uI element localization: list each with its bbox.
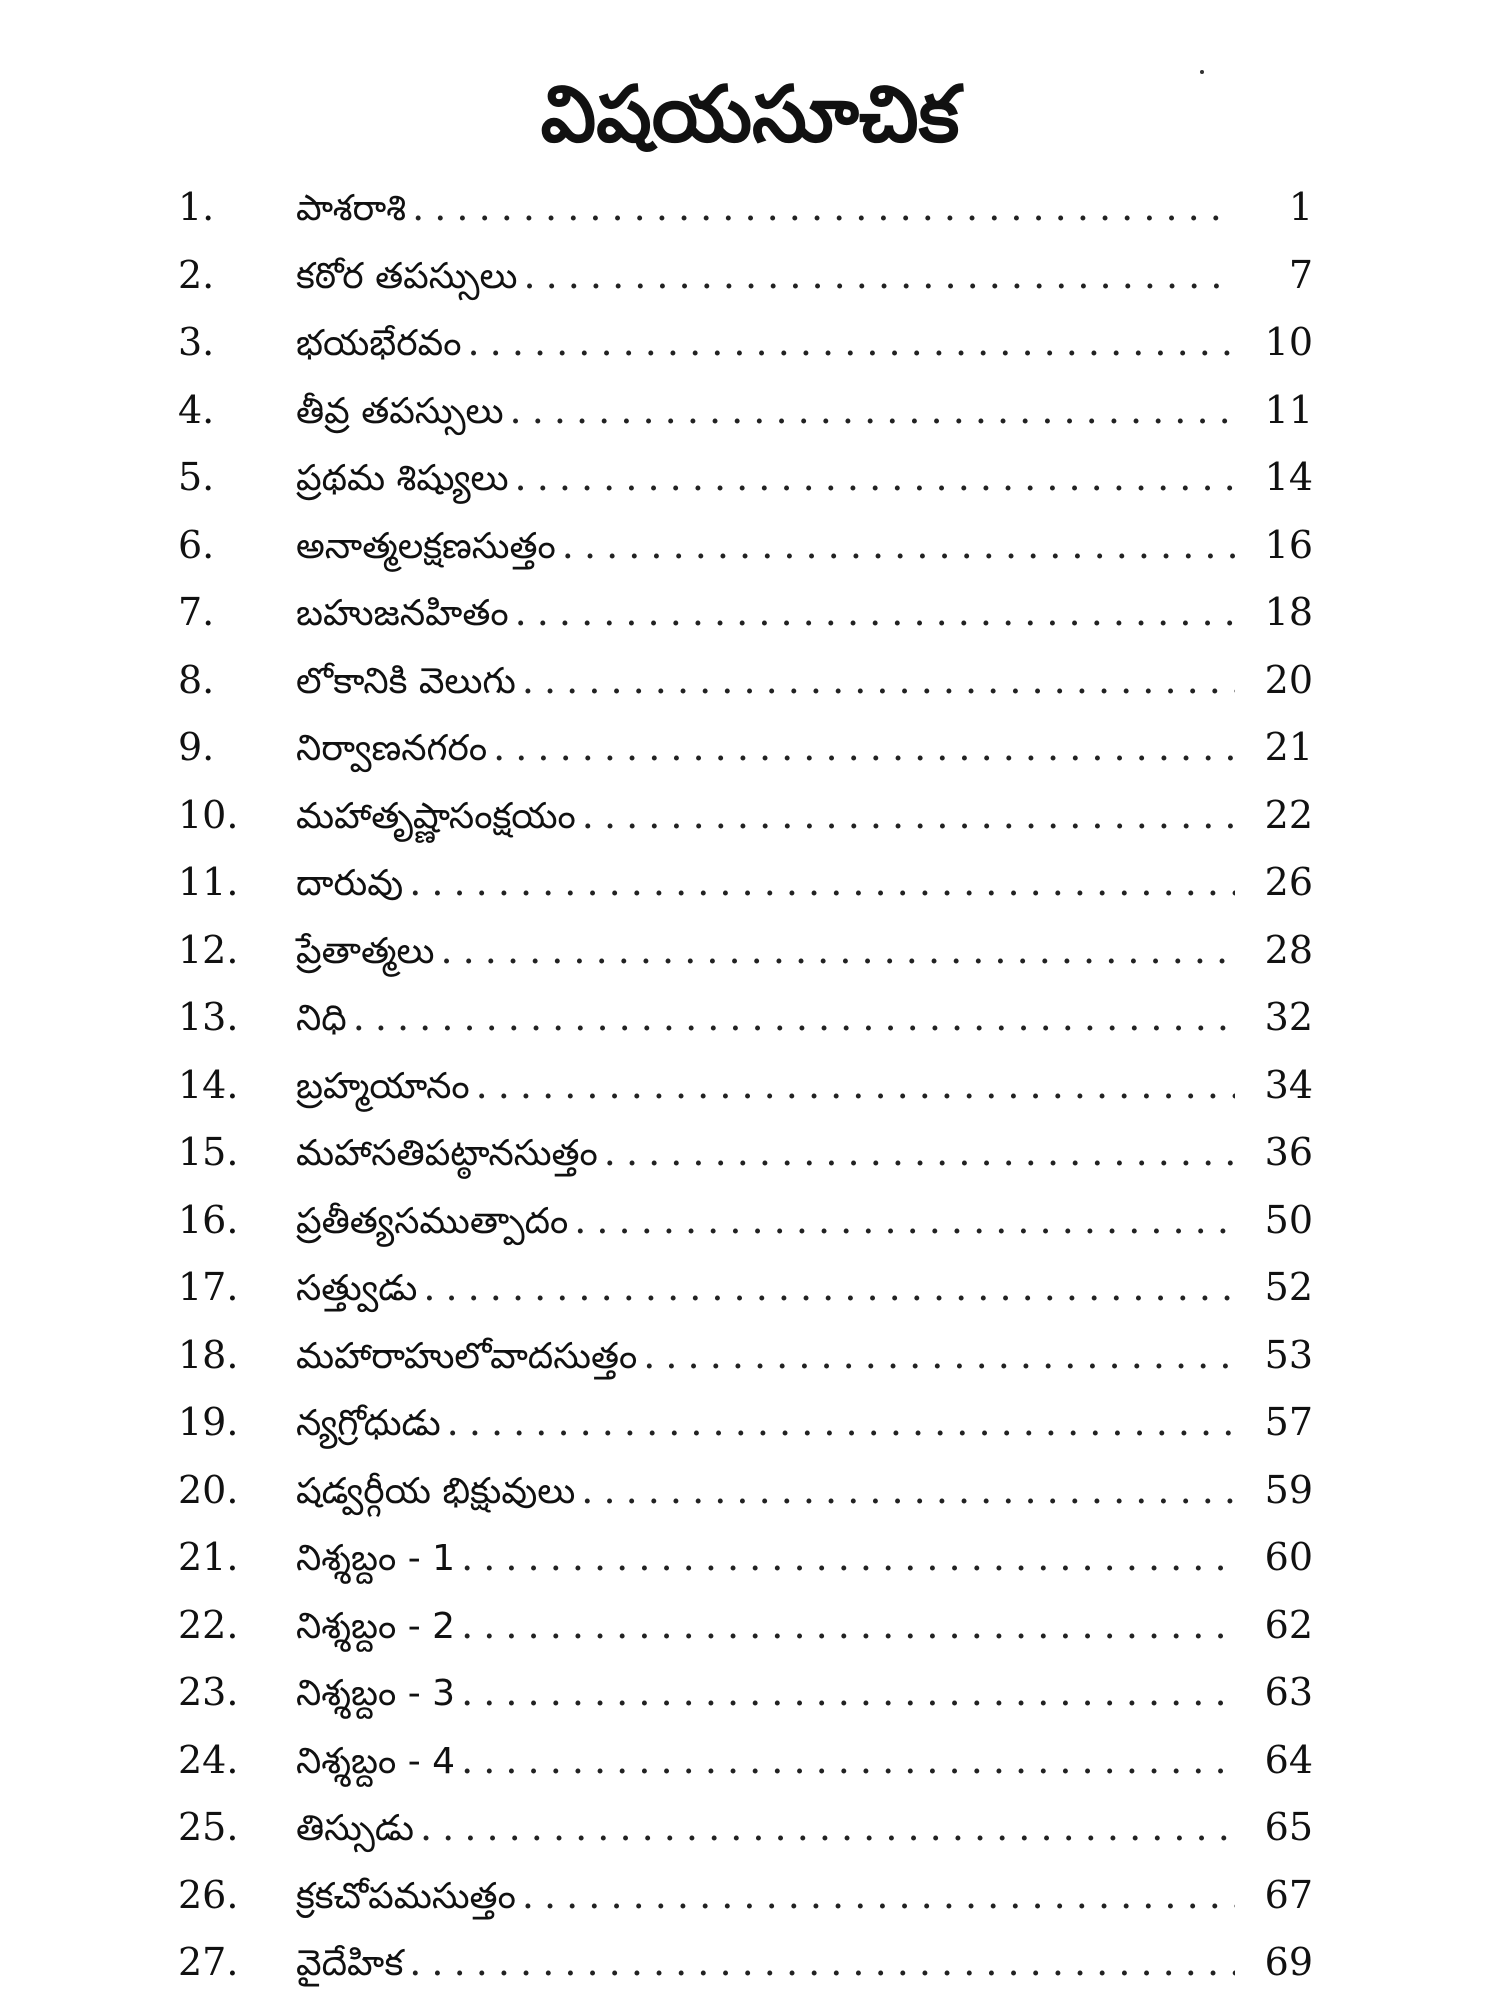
toc-entry[interactable]	[178, 1670, 1313, 1738]
toc-entry[interactable]	[178, 1400, 1313, 1468]
dot-leader	[493, 725, 1235, 769]
toc-entry[interactable]	[178, 1940, 1313, 2008]
dot-leader	[515, 590, 1235, 634]
dot-leader	[461, 1603, 1235, 1647]
dot-leader	[523, 253, 1235, 297]
entry-title: దారువు	[296, 863, 404, 904]
entry-page-number: 28	[1264, 927, 1313, 972]
entry-number: 26.	[178, 1872, 239, 1917]
entry-title: మహాసతిపట్ఠానసుత్తం	[296, 1133, 598, 1174]
entry-number: 5.	[178, 455, 215, 499]
entry-title: ప్రేతాత్మలు	[296, 930, 435, 972]
entry-page-number: 20	[1264, 657, 1313, 702]
toc-entry[interactable]	[178, 928, 1313, 996]
toc-entry[interactable]	[178, 793, 1313, 861]
entry-title: పాశరాశి	[296, 188, 407, 229]
dot-leader	[409, 1940, 1235, 1984]
entry-number: 7.	[178, 590, 215, 634]
dot-leader	[581, 1468, 1235, 1512]
entry-title: షడ్వర్గీయ భిక్షువులు	[296, 1470, 576, 1512]
entry-number: 9.	[178, 725, 215, 769]
entry-number: 14.	[178, 1062, 239, 1107]
dot-leader	[447, 1400, 1235, 1444]
toc-entry[interactable]	[178, 1198, 1313, 1266]
dot-leader	[522, 1873, 1235, 1917]
entry-number: 15.	[178, 1130, 239, 1174]
entry-number: 4.	[178, 387, 215, 432]
entry-page-number: 26	[1264, 860, 1313, 904]
entry-number: 16.	[178, 1197, 239, 1242]
toc-entry[interactable]	[178, 860, 1313, 928]
dot-leader	[582, 793, 1235, 837]
toc-entry[interactable]	[178, 1333, 1313, 1401]
entry-page-number: 16	[1264, 522, 1313, 567]
entry-page-number: 50	[1264, 1197, 1313, 1242]
toc-entry[interactable]	[178, 523, 1313, 591]
entry-title: ప్రతీత్యసముత్పాదం	[296, 1200, 569, 1242]
toc-entry[interactable]	[178, 1738, 1313, 1806]
entry-title: నిశ్శబ్దం - 1	[296, 1538, 456, 1579]
page-title: విషయసూచిక	[540, 70, 960, 160]
entry-page-number: 60	[1264, 1535, 1313, 1579]
entry-number: 8.	[178, 657, 215, 702]
entry-page-number: 67	[1264, 1872, 1313, 1917]
entry-page-number: 53	[1264, 1332, 1313, 1377]
entry-title: నిశ్శబ్దం - 2	[296, 1605, 456, 1647]
scan-speck	[1200, 70, 1204, 74]
entry-page-number: 7	[1288, 252, 1313, 297]
entry-number: 23.	[178, 1670, 239, 1714]
entry-title: కఠోర తపస్సులు	[296, 255, 518, 297]
entry-page-number: 11	[1264, 387, 1313, 432]
dot-leader	[604, 1130, 1235, 1174]
toc-entry[interactable]	[178, 590, 1313, 658]
entry-title: సత్త్వుడు	[296, 1268, 418, 1309]
dot-leader	[515, 455, 1235, 499]
entry-title: తిస్సుడు	[296, 1808, 415, 1849]
toc-entry[interactable]	[178, 1063, 1313, 1131]
entry-title: ప్రథమ శిష్యులు	[296, 458, 509, 499]
entry-page-number: 34	[1264, 1062, 1313, 1107]
entry-number: 19.	[178, 1400, 239, 1444]
dot-leader	[643, 1333, 1235, 1377]
entry-title: వైదేహిక	[296, 1943, 404, 1984]
entry-page-number: 63	[1264, 1670, 1313, 1714]
entry-page-number: 32	[1264, 995, 1313, 1039]
dot-leader	[461, 1738, 1235, 1782]
dot-leader	[476, 1063, 1235, 1107]
entry-title: మహాతృష్ణాసంక్షయం	[296, 795, 576, 837]
entry-page-number: 1	[1288, 185, 1313, 229]
toc-entry[interactable]	[178, 658, 1313, 726]
entry-page-number: 64	[1264, 1737, 1313, 1782]
dot-leader	[461, 1670, 1235, 1714]
entry-title: బహుజనహితం	[296, 593, 509, 634]
toc-entry[interactable]	[178, 388, 1313, 456]
entry-title: నిధి	[296, 998, 347, 1039]
dot-leader	[423, 1265, 1235, 1309]
entry-title: మహారాహులోవాదసుత్తం	[296, 1335, 638, 1377]
entry-page-number: 52	[1264, 1265, 1313, 1309]
toc-entry[interactable]	[178, 1265, 1313, 1333]
toc-entry[interactable]	[178, 1603, 1313, 1671]
dot-leader	[409, 860, 1235, 904]
dot-leader	[353, 995, 1235, 1039]
toc-entry[interactable]	[178, 185, 1313, 253]
entry-page-number: 57	[1264, 1400, 1313, 1444]
toc-entry[interactable]	[178, 1805, 1313, 1873]
toc-entry[interactable]	[178, 455, 1313, 523]
toc-entry[interactable]	[178, 1873, 1313, 1941]
entry-number: 1.	[178, 185, 215, 229]
entry-page-number: 62	[1264, 1602, 1313, 1647]
entry-title: క్రకచోపమసుత్తం	[296, 1875, 516, 1917]
entry-page-number: 18	[1264, 590, 1313, 634]
entry-title: బ్రహ్మయానం	[296, 1065, 470, 1107]
entry-number: 13.	[178, 995, 239, 1039]
entry-page-number: 10	[1264, 320, 1313, 364]
entry-page-number: 14	[1264, 455, 1313, 499]
entry-title: అనాత్మలక్షణసుత్తం	[296, 525, 556, 567]
entry-page-number: 59	[1264, 1467, 1313, 1512]
toc-entry[interactable]	[178, 1535, 1313, 1603]
entry-title: నిశ్శబ్దం - 3	[296, 1673, 456, 1714]
toc-entry[interactable]	[178, 253, 1313, 321]
toc-entry[interactable]	[178, 320, 1313, 388]
entry-number: 24.	[178, 1737, 239, 1782]
entry-page-number: 69	[1264, 1940, 1313, 1984]
entry-title: నిర్వాణనగరం	[296, 728, 488, 769]
entry-number: 2.	[178, 252, 215, 297]
toc-entry[interactable]	[178, 1130, 1313, 1198]
entry-number: 21.	[178, 1535, 239, 1579]
dot-leader	[468, 320, 1236, 364]
dot-leader	[461, 1535, 1235, 1579]
entry-number: 6.	[178, 522, 215, 567]
entry-title: లోకానికి వెలుగు	[296, 660, 516, 702]
entry-title: భయభేరవం	[296, 323, 462, 364]
dot-leader	[510, 388, 1235, 432]
entry-number: 25.	[178, 1805, 239, 1849]
entry-page-number: 22	[1264, 792, 1313, 837]
dot-leader	[522, 658, 1235, 702]
entry-number: 27.	[178, 1940, 239, 1984]
dot-leader	[574, 1198, 1235, 1242]
entry-number: 22.	[178, 1602, 239, 1647]
entry-page-number: 65	[1264, 1805, 1313, 1849]
table-of-contents	[178, 185, 1313, 2008]
entry-number: 17.	[178, 1265, 239, 1309]
dot-leader	[440, 928, 1235, 972]
entry-page-number: 36	[1264, 1130, 1313, 1174]
entry-number: 18.	[178, 1332, 239, 1377]
dot-leader	[562, 523, 1235, 567]
dot-leader	[412, 185, 1235, 229]
entry-title: తీవ్ర తపస్సులు	[296, 390, 504, 432]
entry-number: 3.	[178, 320, 215, 364]
entry-page-number: 21	[1264, 725, 1313, 769]
entry-title: నిశ్శబ్దం - 4	[296, 1740, 456, 1782]
entry-number: 11.	[178, 860, 239, 904]
toc-entry[interactable]	[178, 995, 1313, 1063]
entry-number: 10.	[178, 792, 239, 837]
entry-number: 20.	[178, 1467, 239, 1512]
entry-title: న్యగ్రోధుడు	[296, 1403, 441, 1444]
dot-leader	[420, 1805, 1235, 1849]
toc-entry[interactable]	[178, 1468, 1313, 1536]
entry-number: 12.	[178, 927, 239, 972]
toc-entry[interactable]	[178, 725, 1313, 793]
